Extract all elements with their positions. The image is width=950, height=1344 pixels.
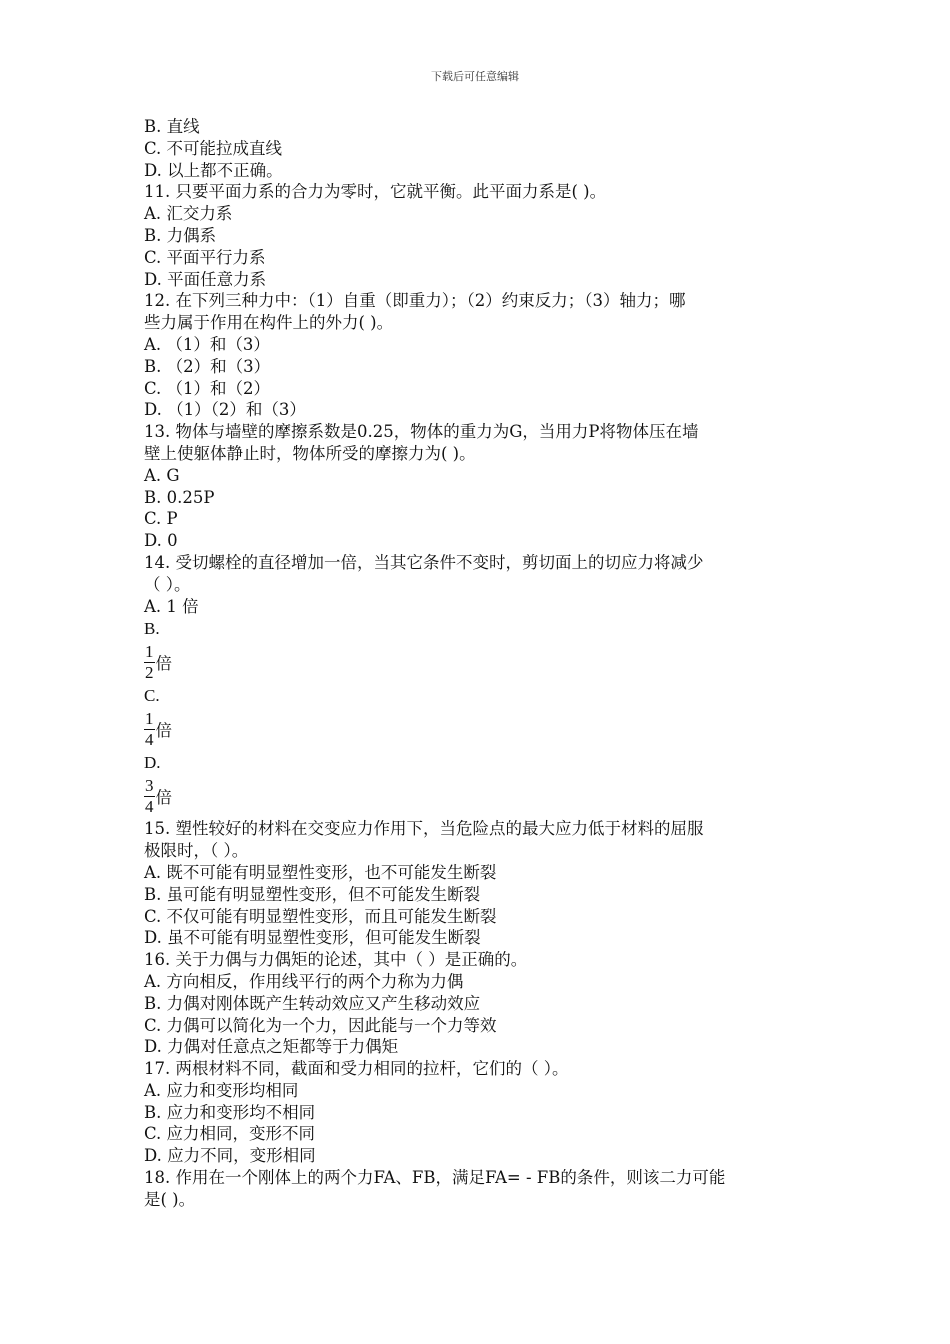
text-line: B. 虽可能有明显塑性变形，但不可能发生断裂: [144, 884, 481, 904]
text-line: D. （1）（2）和（3）: [144, 400, 306, 420]
text-line: C. 不可能拉成直线: [144, 138, 283, 158]
fraction-suffix: 倍: [155, 654, 172, 674]
fraction: [144, 777, 155, 816]
text-line: 13. 物体与墙壁的摩擦系数是0.25，物体的重力为G，当用力P将物体压在墙: [144, 422, 699, 442]
questions-15-18: [144, 818, 809, 1210]
text-line: 11. 只要平面力系的合力为零时，它就平衡。此平面力系是( )。: [144, 182, 607, 202]
fraction-denominator: 4: [145, 729, 154, 749]
text-line: A. 汇交力系: [144, 204, 233, 224]
text-line: 17. 两根材料不同，截面和受力相同的拉杆，它们的（ ）。: [144, 1059, 569, 1079]
text-line: D. 0: [144, 531, 178, 551]
text-line: 极限时，（ ）。: [144, 841, 249, 861]
text-line: A. （1）和（3）: [144, 334, 270, 354]
text-line: 16. 关于力偶与力偶矩的论述，其中（ ）是正确的。: [144, 950, 528, 970]
fraction-suffix: 倍: [155, 788, 172, 808]
text-line: D. 应力不同，变形相同: [144, 1146, 316, 1166]
fraction-suffix: 倍: [155, 721, 172, 741]
text-line: D. 力偶对任意点之矩都等于力偶矩: [144, 1037, 399, 1057]
text-line: A. 应力和变形均相同: [144, 1080, 299, 1100]
text-line: 15. 塑性较好的材料在交变应力作用下，当危险点的最大应力低于材料的屈服: [144, 819, 704, 839]
fraction-numerator: 1: [145, 708, 154, 728]
text-line: C. P: [144, 509, 178, 529]
fraction-option: [144, 640, 809, 684]
text-line: C. 不仅可能有明显塑性变形，而且可能发生断裂: [144, 906, 497, 926]
text-line: D. 平面任意力系: [144, 269, 267, 289]
fraction-option: [144, 707, 809, 751]
question-14-fraction-options: [144, 617, 809, 818]
text-line: B. 应力和变形均不相同: [144, 1102, 316, 1122]
fraction-numerator: 3: [145, 775, 154, 795]
fraction-denominator: 4: [145, 796, 154, 816]
text-line: （ ）。: [144, 574, 191, 594]
questions-11-14: [144, 116, 809, 617]
text-line: C. （1）和（2）: [144, 378, 271, 398]
page-header: 下载后可任意编辑: [431, 70, 519, 83]
option-letter: C.: [144, 686, 160, 706]
text-line: B. 力偶对刚体既产生转动效应又产生移动效应: [144, 993, 481, 1013]
text-line: 18. 作用在一个刚体上的两个力FA、FB，满足FA= - FB的条件，则该二力可能: [144, 1168, 726, 1188]
text-line: 是( )。: [144, 1189, 196, 1209]
text-line: C. 应力相同，变形不同: [144, 1124, 316, 1144]
fraction-option: [144, 774, 809, 818]
text-line: 些力属于作用在构件上的外力( )。: [144, 313, 394, 333]
text-line: B. （2）和（3）: [144, 356, 271, 376]
text-line: A. G: [144, 465, 180, 485]
text-line: B. 0.25P: [144, 487, 215, 507]
text-line: 12. 在下列三种力中：（1）自重（即重力）；（2）约束反力；（3）轴力；哪: [144, 291, 686, 311]
text-line: B. 力偶系: [144, 225, 217, 245]
text-line: D. 以上都不正确。: [144, 160, 283, 180]
fraction-denominator: 2: [145, 662, 154, 682]
option-letter: D.: [144, 753, 161, 773]
text-line: A. 既不可能有明显塑性变形，也不可能发生断裂: [144, 862, 497, 882]
text-line: D. 虽不可能有明显塑性变形，但可能发生断裂: [144, 928, 481, 948]
text-line: C. 平面平行力系: [144, 247, 266, 267]
document-body: [144, 116, 809, 1211]
text-line: 壁上使躯体静止时，物体所受的摩擦力为( )。: [144, 443, 476, 463]
fraction-numerator: 1: [145, 641, 154, 661]
text-line: A. 1 倍: [144, 596, 199, 616]
option-letter: B.: [144, 619, 160, 639]
fraction: [144, 710, 155, 749]
text-line: A. 方向相反，作用线平行的两个力称为力偶: [144, 971, 464, 991]
fraction: [144, 643, 155, 682]
text-line: 14. 受切螺栓的直径增加一倍，当其它条件不变时，剪切面上的切应力将减少: [144, 552, 704, 572]
text-line: C. 力偶可以简化为一个力，因此能与一个力等效: [144, 1015, 497, 1035]
text-line: B. 直线: [144, 117, 200, 136]
